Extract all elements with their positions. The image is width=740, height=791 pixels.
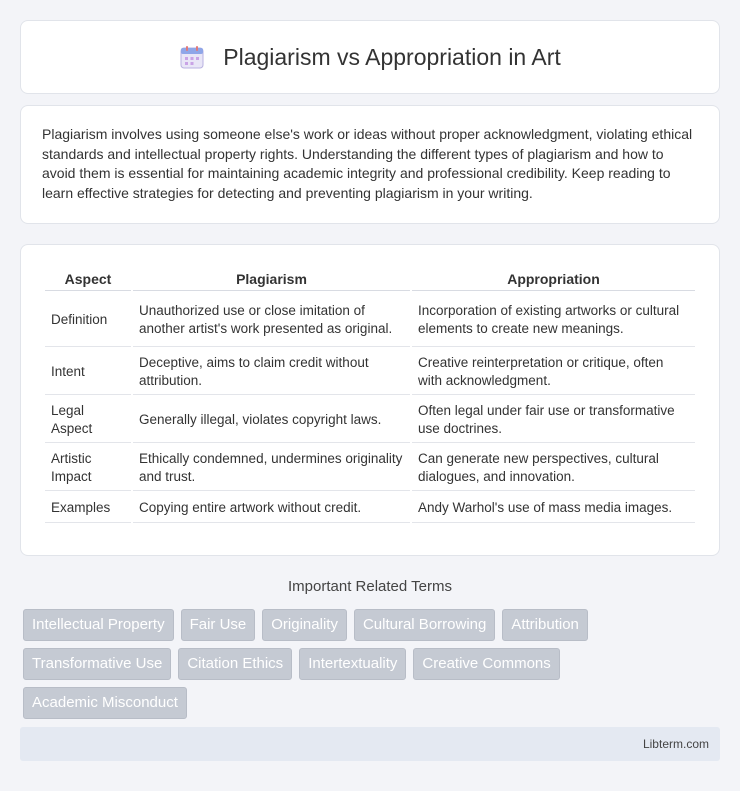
related-term-tag[interactable]: Transformative Use [23, 648, 171, 680]
table-row [45, 349, 695, 395]
related-term-tag[interactable]: Citation Ethics [178, 648, 292, 680]
calendar-icon [179, 44, 205, 70]
table-cell: Artistic Impact [45, 445, 131, 491]
related-terms-list [23, 609, 623, 719]
table-header-row [45, 267, 695, 291]
table-cell: Creative reinterpretation or critique, often with acknowledgment. [412, 349, 695, 395]
related-term-tag[interactable]: Attribution [502, 609, 588, 641]
table-row [45, 445, 695, 491]
comparison-table [43, 265, 697, 525]
table-cell: Unauthorized use or close imitation of another artist's work presented as original. [133, 293, 410, 347]
related-term-tag[interactable]: Intertextuality [299, 648, 406, 680]
table-row [45, 493, 695, 523]
column-header: Appropriation [412, 267, 695, 291]
intro-card [20, 105, 720, 224]
related-term-tag[interactable]: Intellectual Property [23, 609, 174, 641]
related-term-tag[interactable]: Academic Misconduct [23, 687, 187, 719]
table-cell: Examples [45, 493, 131, 523]
intro-paragraph: Plagiarism involves using someone else's work or ideas without proper acknowledgment, violating ethical standards and intellectual property rights. Understanding the different types of plagiarism and how to avoid them is essential for maintaining academic integrity and professional credibility. Keep reading to learn effective strategies for detecting and preventing plagiarism in your writing. [42, 126, 693, 201]
table-cell: Deceptive, aims to claim credit without attribution. [133, 349, 410, 395]
table-cell: Incorporation of existing artworks or cultural elements to create new meanings. [412, 293, 695, 347]
table-row [45, 293, 695, 347]
table-cell: Generally illegal, violates copyright laws. [133, 397, 410, 443]
table-cell: Can generate new perspectives, cultural dialogues, and innovation. [412, 445, 695, 491]
table-cell: Intent [45, 349, 131, 395]
column-header: Aspect [45, 267, 131, 291]
table-row [45, 397, 695, 443]
footer-site-link[interactable]: Libterm.com [642, 737, 709, 751]
related-term-tag[interactable]: Creative Commons [413, 648, 559, 680]
related-term-tag[interactable]: Fair Use [181, 609, 256, 641]
comparison-card [20, 244, 720, 556]
table-cell: Often legal under fair use or transformative use doctrines. [412, 397, 695, 443]
header-card [20, 20, 720, 94]
table-cell: Copying entire artwork without credit. [133, 493, 410, 523]
footer [20, 727, 720, 761]
table-cell: Definition [45, 293, 131, 347]
table-cell: Ethically condemned, undermines originality and trust. [133, 445, 410, 491]
column-header: Plagiarism [133, 267, 410, 291]
related-term-tag[interactable]: Cultural Borrowing [354, 609, 495, 641]
related-term-tag[interactable]: Originality [262, 609, 347, 641]
page-title: Plagiarism vs Appropriation in Art [223, 43, 561, 70]
related-terms-title: Important Related Terms [288, 578, 452, 595]
table-cell: Andy Warhol's use of mass media images. [412, 493, 695, 523]
table-cell: Legal Aspect [45, 397, 131, 443]
